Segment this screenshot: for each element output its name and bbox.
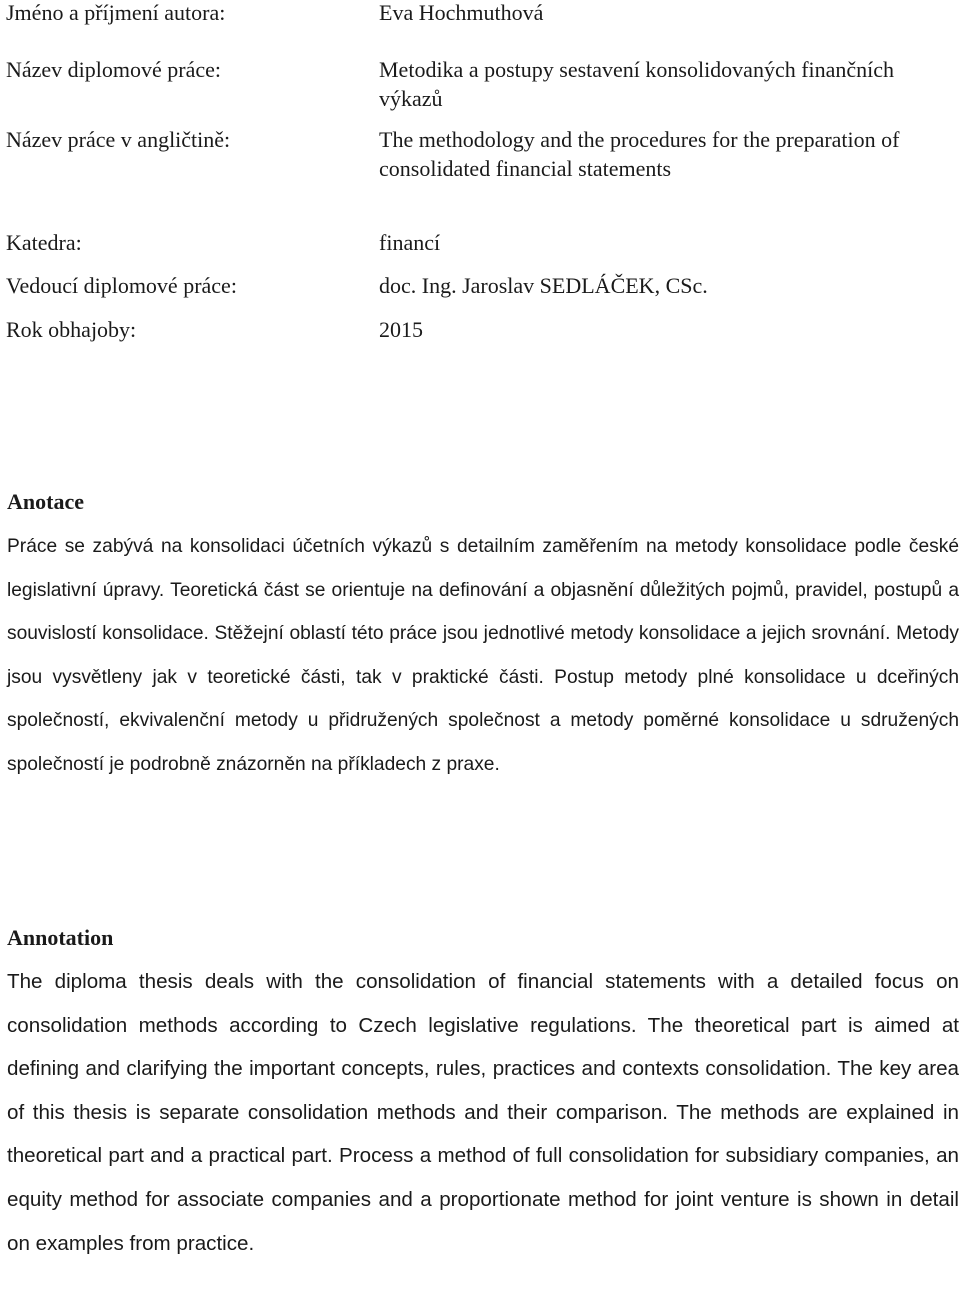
title-cz-value: Metodika a postupy sestavení konsolidovaných finančních výkazů (379, 57, 895, 111)
department-label: Katedra: (6, 230, 82, 255)
author-value: Eva Hochmuthová (379, 0, 544, 25)
annotation-heading: Annotation (7, 925, 114, 950)
anotace-heading: Anotace (7, 489, 84, 514)
annotation-text: The diploma thesis deals with the consolidation of financial statements with a detailed focus on consolidation methods according to Czech legislative regulations. The theoretical part is aimed at defining and clarifying the important concepts, rules, practices and contexts consolidation. The key area of this thesis is separate consolidation methods and their comparison. The methods are explained in theoretical part and a practical part. Process a method of full consolidation for subsidiary companies, an equity method for associate companies and a proportionate method for joint venture is shown in detail on examples from practice. (7, 970, 959, 1255)
defense-year-value: 2015 (379, 317, 423, 342)
title-cz-label: Název diplomové práce: (6, 57, 222, 82)
anotace-text: Práce se zabývá na konsolidaci účetních výkazů s detailním zaměřením na metody konsolidace podle české legislativní úpravy. Teoretická část se orientuje na definování a objasnění důležitých pojmů, pravidel, postupů a souvislostí konsolidace. Stěžejní oblastí této práce jsou jednotlivé metody konsolidace a jejich srovnání. Metody jsou vysvětleny jak v teoretické části, tak v praktické části. Postup metody plné konsolidace u dceřiných společností, ekvivalenční metody u přidružených společnost a metody poměrné konsolidace u sdružených společností je podrobně znázorněn na příkladech z praxe. (7, 536, 959, 775)
title-en-value: The methodology and the procedures for the preparation of consolidated financial statements (379, 127, 900, 181)
department-value: financí (379, 230, 441, 255)
supervisor-label: Vedoucí diplomové práce: (6, 273, 237, 298)
author-label: Jméno a příjmení autora: (6, 0, 226, 25)
title-en-label: Název práce v angličtině: (6, 127, 231, 152)
supervisor-value: doc. Ing. Jaroslav SEDLÁČEK, CSc. (379, 273, 708, 298)
defense-year-label: Rok obhajoby: (6, 317, 137, 342)
